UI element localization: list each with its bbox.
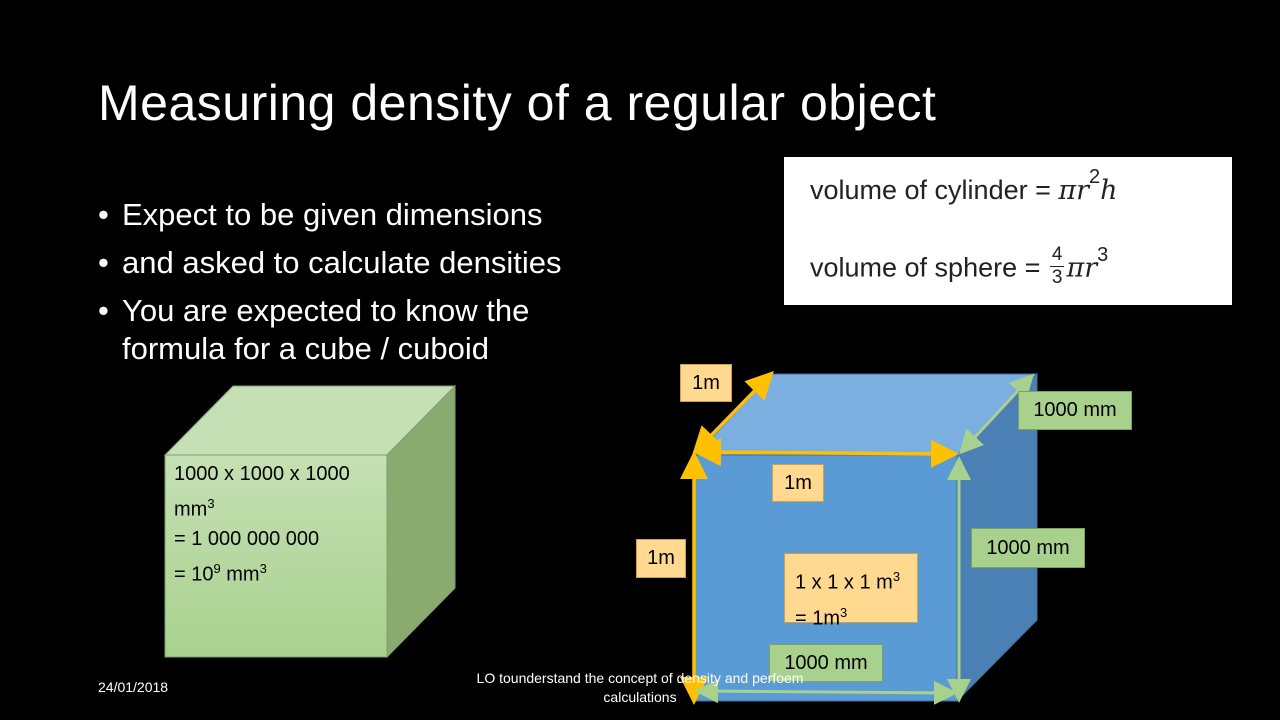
radius-symbol: r (1084, 252, 1098, 284)
volume-text: 1 x 1 x 1 m (795, 571, 893, 594)
calc-line: 1000 x 1000 x 1000 (174, 463, 350, 485)
calc-unit: mm (220, 563, 260, 586)
fraction-numerator: 4 (1051, 244, 1063, 265)
bullet-text: Expect to be given dimensions (122, 197, 543, 232)
calc-line (174, 554, 350, 590)
bottom-label-mm: 1000 mm (769, 644, 883, 682)
bullet-dot: • (98, 293, 109, 328)
height-label-mm: 1000 mm (971, 528, 1085, 568)
green-cube-calculation (174, 460, 350, 589)
fraction-denominator: 3 (1051, 267, 1063, 288)
volume-line (795, 562, 900, 598)
radius-symbol: r (1076, 175, 1090, 206)
sphere-formula-text: volume of sphere = (810, 252, 1048, 283)
width-label-1m: 1m (772, 464, 824, 502)
bullet-text: and asked to calculate densities (122, 245, 562, 280)
slide-title: Measuring density of a regular object (98, 75, 937, 131)
calc-unit: mm (174, 498, 208, 521)
bullet-dot: • (98, 245, 109, 280)
bullet-text: You are expected to know the formula for a cube / cuboid (122, 293, 530, 366)
pi-symbol: π (1066, 252, 1085, 284)
calc-value: = 10 (174, 563, 214, 586)
exponent: 9 (213, 560, 221, 576)
exponent: 3 (259, 560, 267, 576)
height-symbol: h (1100, 175, 1118, 206)
footer-learning-objective: LO tounderstand the concept of density and perfoem calculations (476, 670, 804, 705)
exponent: 3 (1097, 243, 1109, 266)
exponent: 3 (840, 604, 848, 620)
volume-label (784, 553, 918, 630)
width-arrow-orange (700, 452, 952, 454)
bullet-dot: • (98, 197, 109, 232)
exponent: 3 (207, 496, 215, 511)
depth-label-mm: 1000 mm (1018, 391, 1132, 430)
calc-line (174, 489, 350, 525)
pi-symbol: π (1058, 175, 1077, 206)
exponent: 3 (892, 569, 901, 584)
footer-date: 24/01/2018 (98, 679, 169, 695)
exponent: 2 (1089, 166, 1101, 188)
calc-line: = 1 000 000 000 (174, 527, 320, 550)
volume-text: = 1m (795, 607, 841, 630)
depth-label-1m: 1m (680, 364, 732, 402)
cylinder-formula-text: volume of cylinder = (810, 175, 1059, 205)
height-label-1m: 1m (636, 539, 686, 578)
volume-line (795, 598, 847, 634)
